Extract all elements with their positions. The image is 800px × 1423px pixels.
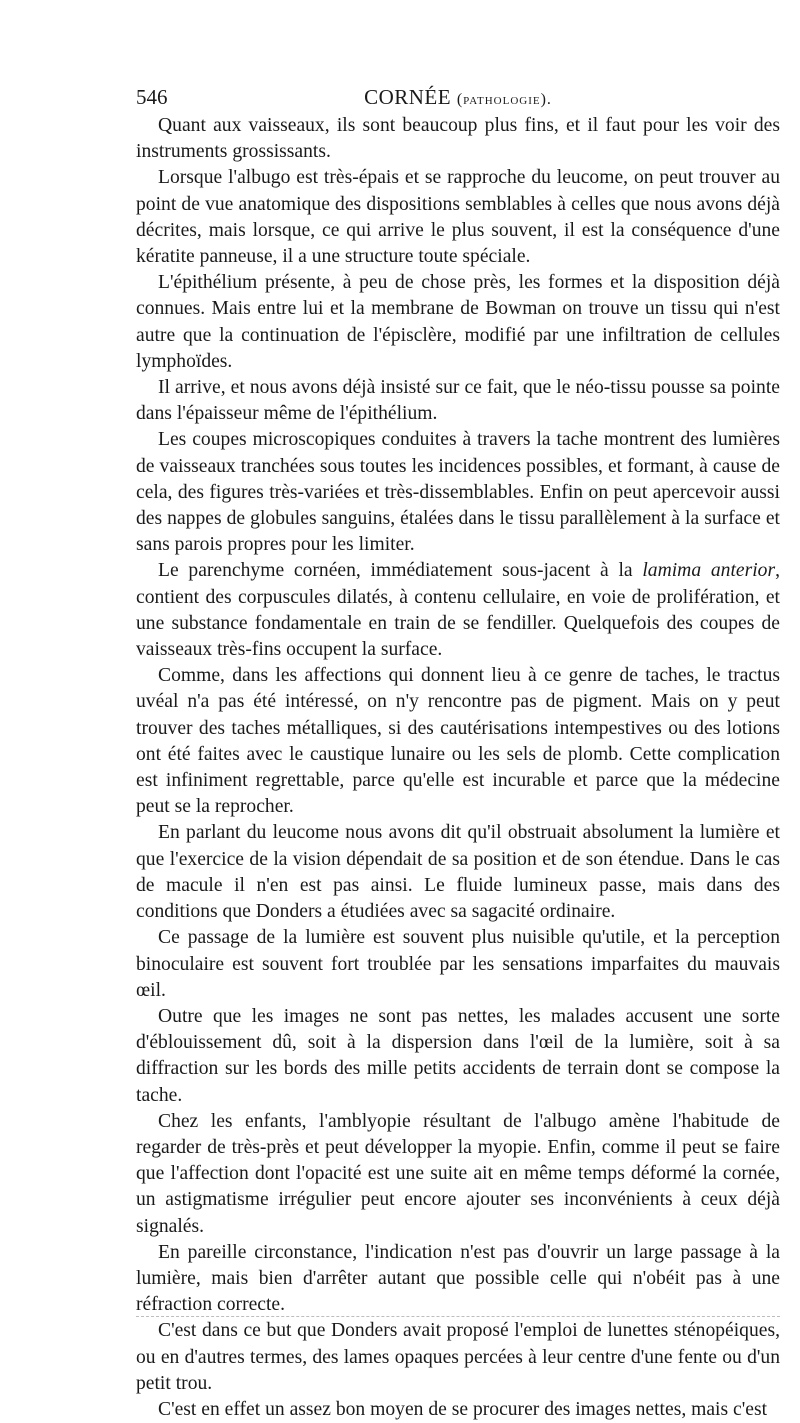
page-header — [136, 82, 780, 112]
paragraph: C'est dans ce but que Donders avait proposé l'emploi de lunettes sténopéiques, ou en d'autres termes, des lames opaques percées à leur centre d'une fente ou d'un petit trou. — [136, 1320, 780, 1394]
paragraph: Lorsque l'albugo est très-épais et se rapproche du leucome, on peut trouver au point de vue anatomique des dispositions semblables à celles que nous avons déjà décrites, mais lorsque, ce qui arrive le plus souvent, il est la conséquence d'une kératite panneuse, il a une structure toute spéciale. — [136, 167, 780, 268]
paragraph: Chez les enfants, l'amblyopie résultant de l'albugo amène l'habitude de regarder de très-près et peut développer la myopie. Enfin, comme il peut se faire que l'affection dont l'opacité est une suite ait en même temps déformé la cornée, un astigmatisme irrégulier peut encore ajouter ses inconvénients à ceux déjà signalés. — [136, 1110, 780, 1237]
italic-term: lamima anterior — [642, 560, 776, 582]
paragraph: En parlant du leucome nous avons dit qu'il obstruait absolument la lumière et que l'exercice de la vision dépendait de sa position et de son étendue. Dans le cas de macule il n'en est pas ainsi. Le fluide lumineux passe, mais dans des conditions que Donders a étudiées avec sa sagacité ordinaire. — [136, 822, 780, 923]
running-title-sub: (pathologie). — [456, 91, 552, 108]
paragraph: Les coupes microscopiques conduites à travers la tache montrent des lumières de vaisseaux tranchées sous toutes les incidences possibles, et formant, à cause de cela, des figures très-variées et très-dissemblables. Enfin on peut apercevoir aussi des nappes de globules sanguins, étalées dans le tissu parallèlement à la surface et sans parois propres pour les limiter. — [136, 429, 780, 556]
paragraph: C'est en effet un assez bon moyen de se procurer des images nettes, mais c'est — [158, 1398, 768, 1420]
paragraph: Ce passage de la lumière est souvent plus nuisible qu'utile, et la perception binoculaire est souvent fort troublée par les sensations imparfaites du mauvais œil. — [136, 927, 780, 1001]
paragraph: Il arrive, et nous avons déjà insisté sur ce fait, que le néo-tissu pousse sa pointe dans l'épaisseur même de l'épithélium. — [136, 377, 780, 425]
running-title-main: CORNÉE — [364, 85, 452, 109]
footer-rule — [136, 1316, 780, 1317]
paragraph: Outre que les images ne sont pas nettes, les malades accusent une sorte d'éblouissement dû, soit à la dispersion dans l'œil de la lumière, soit à sa diffraction sur les bords des mille petits accidents de terrain dont se compose la tache. — [136, 1005, 780, 1106]
paragraph: L'épithélium présente, à peu de chose près, les formes et la disposition déjà connues. Mais entre lui et la membrane de Bowman on trouve un tissu qui n'est autre que la continuation de l'épisclère, modifié par une infiltration de cellules lymphoïdes. — [136, 272, 780, 372]
body-text — [136, 113, 780, 1423]
paragraph: Comme, dans les affections qui donnent lieu à ce genre de taches, le tractus uvéal n'a pas été intéressé, on n'y rencontre pas de pigment. Mais on y peut trouver des taches métalliques, si des cautérisations intempestives ou des lotions ont été faites avec le caustique lunaire ou les sels de plomb. Cette complication est infiniment regrettable, parce qu'elle est incurable et parce que la médecine peut se la reprocher. — [136, 665, 780, 818]
book-page — [136, 82, 780, 1423]
running-title — [136, 82, 780, 115]
paragraph: Quant aux vaisseaux, ils sont beaucoup plus fins, et il faut pour les voir des instruments grossissants. — [136, 115, 780, 163]
paragraph: Le parenchyme cornéen, immédiatement sous-jacent à la lamima anterior, contient des corpuscules dilatés, à contenu cellulaire, en voie de prolifération, et une substance fondamentale en train de se fendiller. Quelquefois des coupes de vaisseaux très-fins occupent la surface. — [136, 560, 780, 661]
page-number: 546 — [136, 85, 168, 109]
paragraph: En pareille circonstance, l'indication n'est pas d'ouvrir un large passage à la lumière, mais bien d'arrêter autant que possible celle qui n'obéit pas à une réfraction correcte. — [136, 1241, 780, 1316]
